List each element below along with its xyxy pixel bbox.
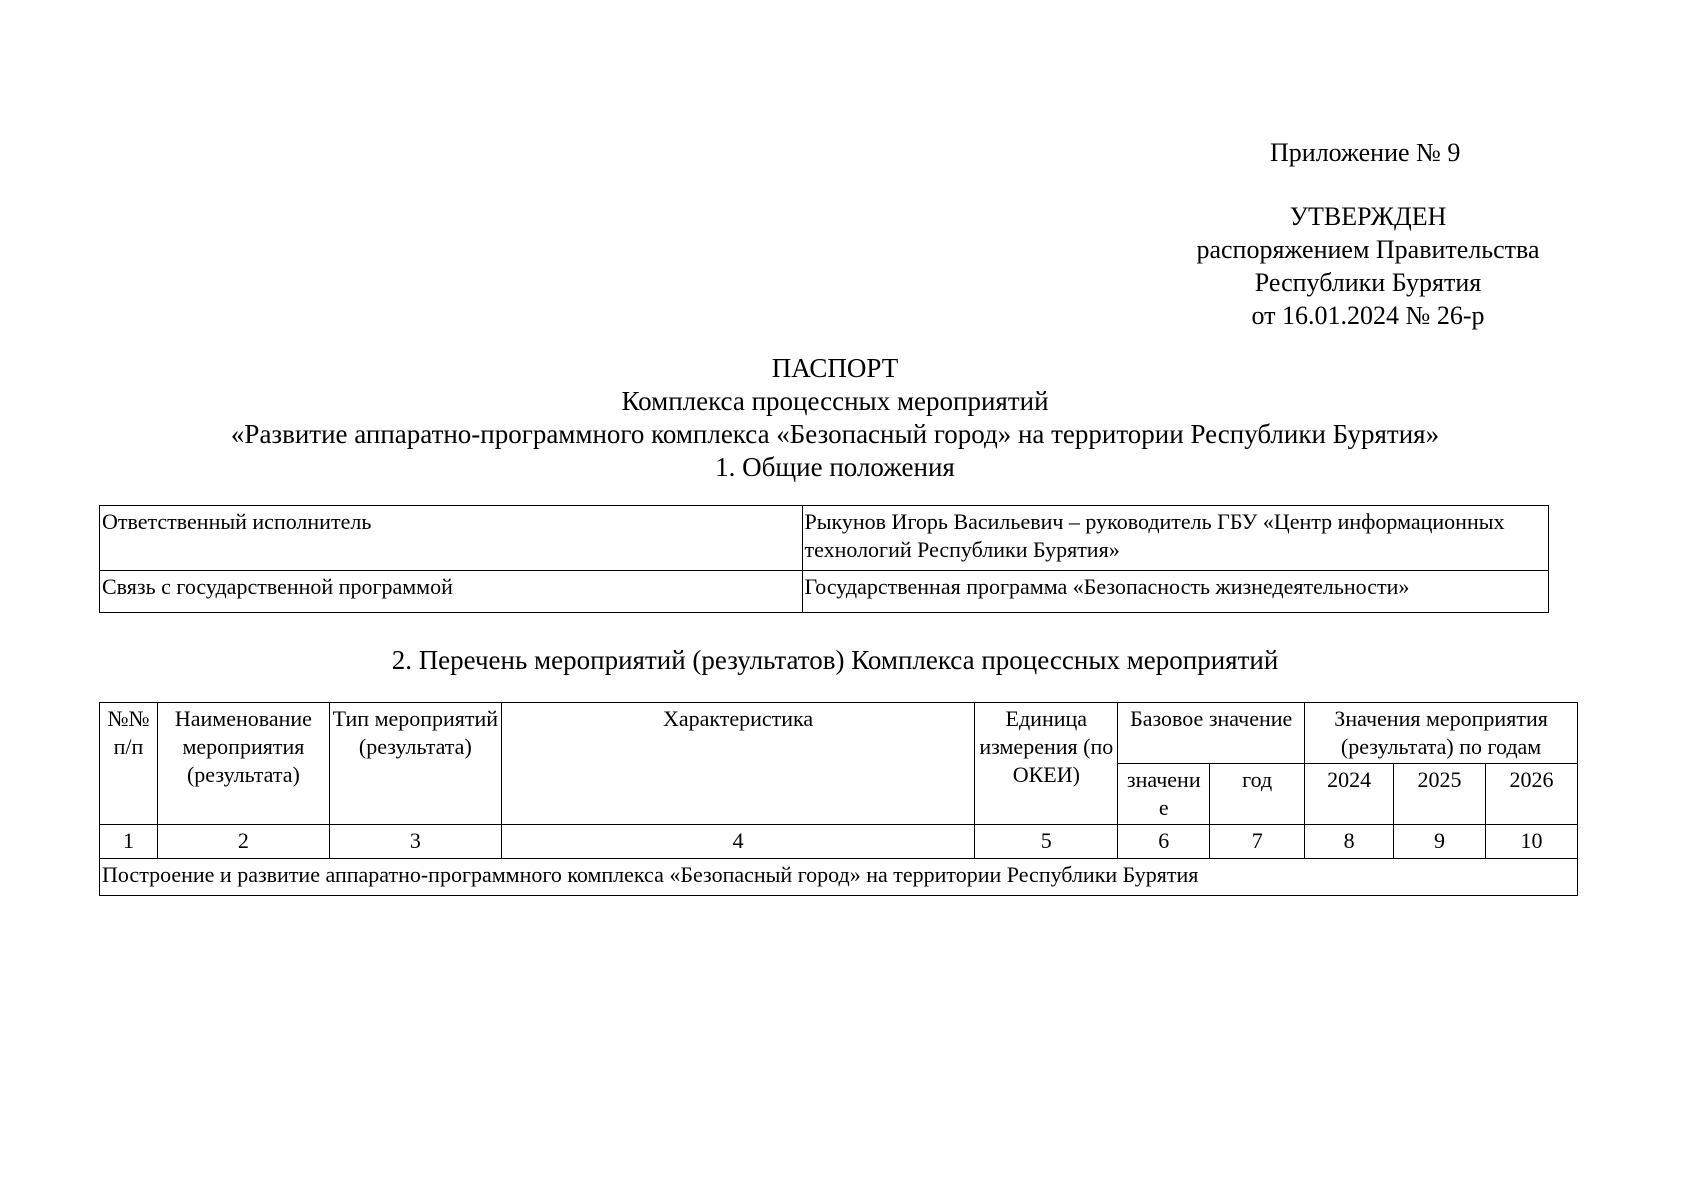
general-label-cell: Ответственный исполнитель bbox=[100, 506, 803, 571]
table-header-row bbox=[100, 703, 1578, 764]
approval-line-2: распоряжением Правительства bbox=[1196, 235, 1540, 264]
column-number-cell: 6 bbox=[1118, 825, 1210, 859]
approval-block bbox=[1178, 200, 1558, 332]
header-year-2024: 2024 bbox=[1305, 764, 1394, 825]
header-year-2026: 2026 bbox=[1486, 764, 1578, 825]
general-table bbox=[99, 505, 1549, 613]
section-1-title: 1. Общие положения bbox=[715, 452, 955, 482]
column-number-cell: 8 bbox=[1305, 825, 1394, 859]
general-label-cell: Связь с государственной программой bbox=[100, 571, 803, 613]
table-row bbox=[100, 859, 1578, 896]
general-value-cell: Рыкунов Игорь Васильевич – руководитель ГБУ «Центр информационных технологий Республики Бурятия» bbox=[802, 506, 1549, 571]
section-row-cell: Построение и развитие аппаратно-программного комплекса «Безопасный город» на территории Республики Бурятия bbox=[100, 859, 1578, 896]
approval-line-3: Республики Бурятия bbox=[1254, 268, 1482, 297]
header-type: Тип мероприятий (результата) bbox=[329, 703, 501, 825]
table-row bbox=[100, 571, 1549, 613]
column-number-cell: 7 bbox=[1210, 825, 1305, 859]
header-name: Наименование мероприятия (результата) bbox=[157, 703, 329, 825]
column-number-cell: 4 bbox=[501, 825, 975, 859]
column-number-cell: 1 bbox=[100, 825, 158, 859]
document-header bbox=[150, 352, 1520, 484]
general-value-cell: Государственная программа «Безопасность жизнедеятельности» bbox=[802, 571, 1549, 613]
header-year-2025: 2025 bbox=[1394, 764, 1486, 825]
appendix-label: Приложение № 9 bbox=[1270, 138, 1461, 167]
section-2-title: 2. Перечень мероприятий (результатов) Комплекса процессных мероприятий bbox=[391, 645, 1279, 675]
header-num: №№ п/п bbox=[100, 703, 158, 825]
column-number-cell: 5 bbox=[975, 825, 1118, 859]
header-unit: Единица измерения (по ОКЕИ) bbox=[975, 703, 1118, 825]
column-number-cell: 2 bbox=[157, 825, 329, 859]
passport-subtitle: Комплекса процессных мероприятий bbox=[621, 386, 1049, 416]
passport-title: ПАСПОРТ bbox=[771, 353, 899, 383]
column-number-cell: 3 bbox=[329, 825, 501, 859]
column-number-cell: 10 bbox=[1486, 825, 1578, 859]
header-base: Базовое значение bbox=[1118, 703, 1305, 764]
approval-line-4: от 16.01.2024 № 26-р bbox=[1251, 301, 1485, 330]
header-base-year: год bbox=[1210, 764, 1305, 825]
activities-table bbox=[99, 702, 1578, 896]
approval-line-1: УТВЕРЖДЕН bbox=[1289, 202, 1447, 231]
header-values: Значения мероприятия (результата) по годам bbox=[1305, 703, 1578, 764]
column-number-row bbox=[100, 825, 1578, 859]
header-base-value: значени е bbox=[1118, 764, 1210, 825]
table-row bbox=[100, 506, 1549, 571]
column-number-cell: 9 bbox=[1394, 825, 1486, 859]
header-characteristic: Характеристика bbox=[501, 703, 975, 825]
complex-name: «Развитие аппаратно-программного комплекса «Безопасный город» на территории Республики Бурятия» bbox=[230, 419, 1440, 449]
